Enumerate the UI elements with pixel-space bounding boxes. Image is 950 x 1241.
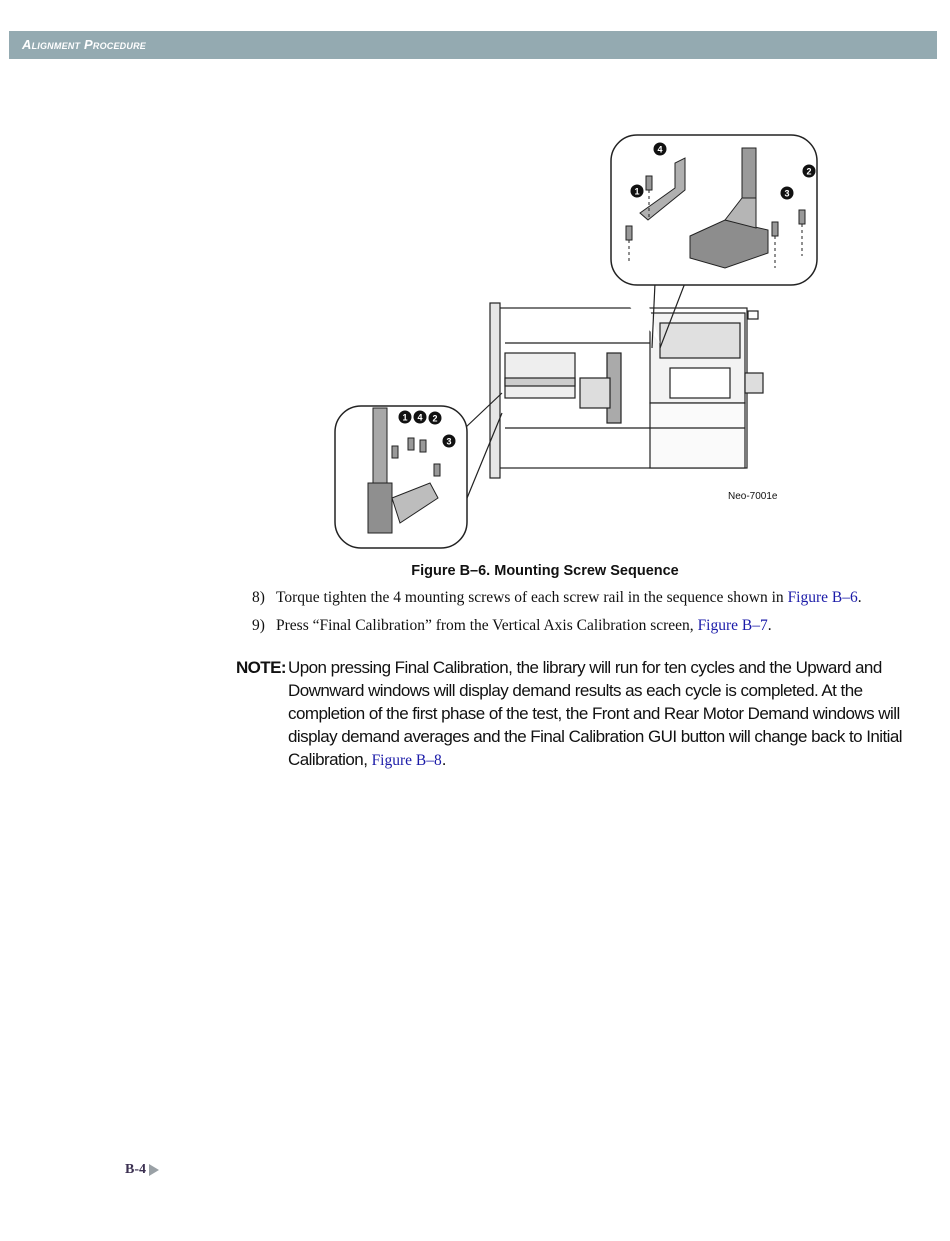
note-line: display demand averages and the Final Calibration GUI button will change back to Initial — [288, 727, 903, 746]
figure-b6-link[interactable]: Figure B–6 — [787, 589, 858, 606]
svg-text:4: 4 — [417, 412, 423, 423]
step-punct: . — [767, 617, 772, 634]
note-punct: . — [441, 750, 446, 769]
note-line-last — [288, 750, 446, 770]
svg-text:3: 3 — [784, 188, 790, 199]
svg-text:1: 1 — [634, 186, 640, 197]
figure-id-label: Neo-7001e — [728, 491, 778, 502]
svg-text:3: 3 — [446, 436, 452, 447]
note-line: Upon pressing Final Calibration, the library will run for ten cycles and the Upward and — [288, 658, 882, 677]
header-title: Alignment Procedure — [22, 37, 146, 52]
step-text: Torque tighten the 4 mounting screws of each screw rail in the sequence shown in — [276, 589, 788, 606]
svg-text:1: 1 — [402, 412, 408, 423]
mounting-screw-figure — [330, 128, 820, 553]
figure-b7-link[interactable]: Figure B–7 — [697, 617, 768, 634]
svg-text:2: 2 — [432, 413, 438, 424]
step-number: 9) — [252, 617, 265, 634]
svg-text:2: 2 — [806, 166, 812, 177]
svg-text:4: 4 — [657, 144, 663, 155]
step-8 — [252, 589, 862, 607]
step-text: Press “Final Calibration” from the Vertical Axis Calibration screen, — [276, 617, 698, 634]
library-chassis — [490, 303, 763, 478]
note-label: NOTE: — [236, 658, 286, 677]
note-line: completion of the first phase of the test, the Front and Rear Motor Demand windows will — [288, 704, 900, 723]
next-page-arrow-icon — [149, 1164, 159, 1176]
step-number: 8) — [252, 589, 265, 606]
figure-b8-link[interactable]: Figure B–8 — [371, 752, 442, 769]
note-text: Calibration, — [288, 750, 372, 769]
step-9 — [252, 617, 772, 635]
header-bar — [9, 31, 937, 59]
note-line: Downward windows will display demand results as each cycle is completed. At the — [288, 681, 863, 700]
page-number: B-4 — [125, 1162, 146, 1177]
bottom-zoom-bubble — [335, 406, 467, 548]
step-punct: . — [857, 589, 862, 606]
figure-caption: Figure B–6. Mounting Screw Sequence — [411, 563, 679, 579]
